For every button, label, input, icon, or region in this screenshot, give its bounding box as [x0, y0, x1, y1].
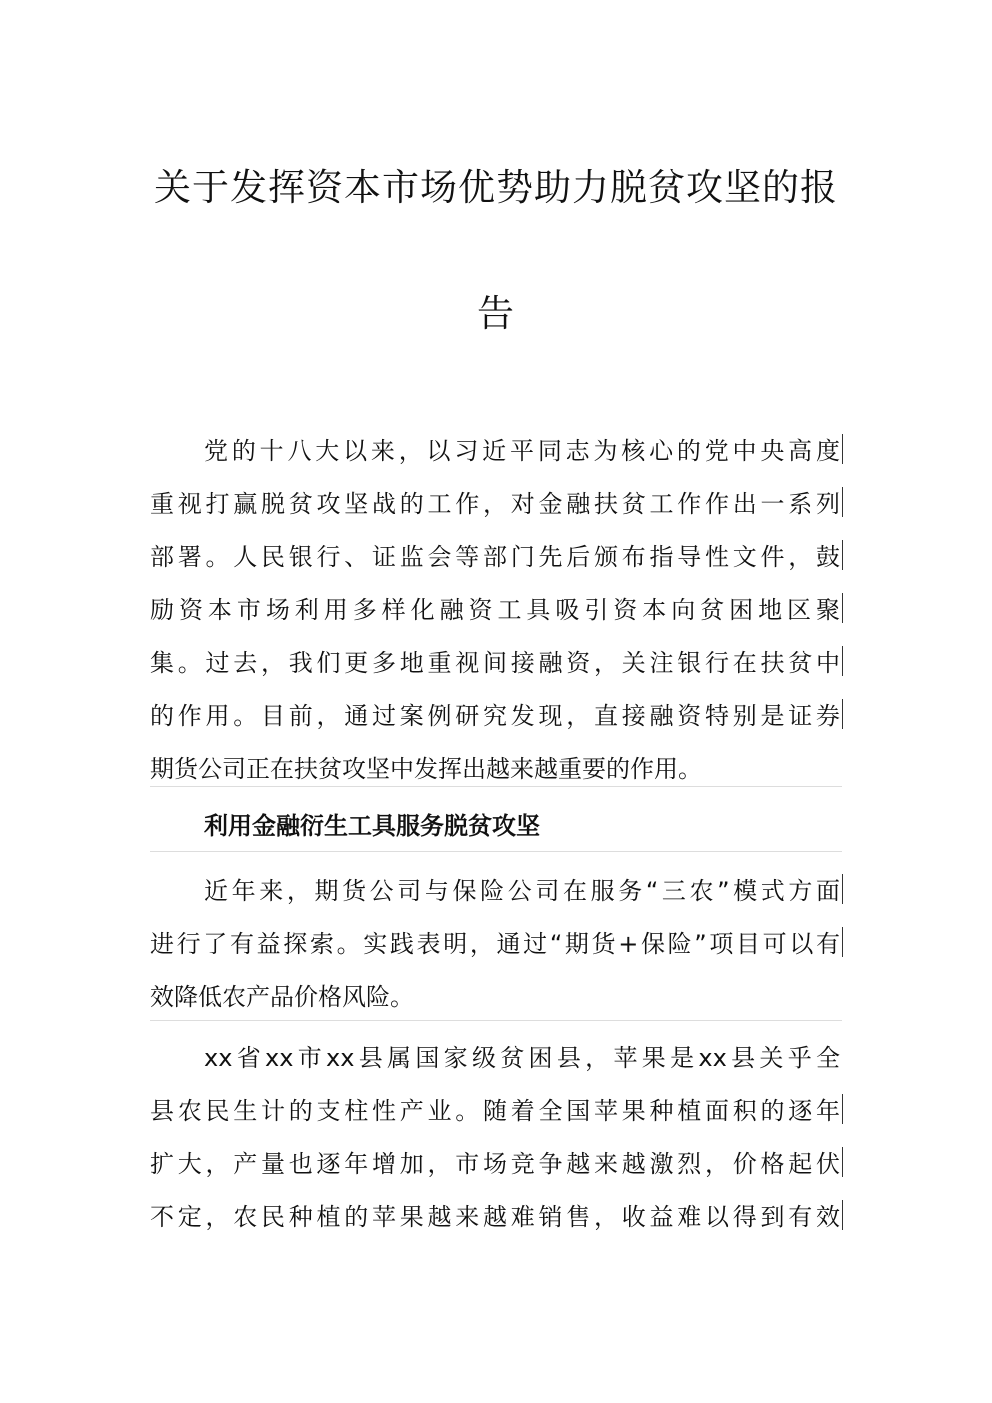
paragraph-1-line-3: 部署。人民银行、证监会等部门先后颁布指导性文件，鼓 [150, 543, 840, 571]
paragraph-2-line-1: 近年来，期货公司与保险公司在服务“三农”模式方面 [204, 877, 840, 905]
divider-line [150, 851, 842, 852]
paragraph-3-line-4: 不定，农民种植的苹果越来越难销售，收益难以得到有效 [150, 1203, 840, 1231]
document-title-line-2: 告 [477, 292, 515, 335]
margin-bar [842, 540, 843, 570]
margin-bar [842, 487, 843, 517]
paragraph-3-line-3: 扩大，产量也逐年增加，市场竞争越来越激烈，价格起伏 [150, 1150, 840, 1178]
paragraph-1-line-4: 励资本市场利用多样化融资工具吸引资本向贫困地区聚 [150, 596, 840, 624]
margin-bar [842, 1147, 843, 1177]
paragraph-1-line-1: 党的十八大以来，以习近平同志为核心的党中央高度 [204, 437, 840, 465]
margin-bar [842, 593, 843, 623]
divider-line [150, 786, 842, 787]
paragraph-2-line-2: 进行了有益探索。实践表明，通过“期货+保险”项目可以有 [150, 930, 840, 958]
margin-bar [842, 1200, 843, 1230]
margin-bar [842, 646, 843, 676]
section-heading: 利用金融衍生工具服务脱贫攻坚 [204, 812, 540, 840]
margin-bar [842, 927, 843, 957]
paragraph-2-line-3: 效降低农产品价格风险。 [150, 983, 414, 1011]
margin-bar [842, 1094, 843, 1124]
margin-bar [842, 434, 843, 464]
paragraph-3-line-1: xx省xx市xx县属国家级贫困县，苹果是xx县关乎全 [204, 1044, 840, 1072]
paragraph-1-line-7: 期货公司正在扶贫攻坚中发挥出越来越重要的作用。 [150, 755, 702, 783]
margin-bar [842, 699, 843, 729]
paragraph-3-line-2: 县农民生计的支柱性产业。随着全国苹果种植面积的逐年 [150, 1097, 840, 1125]
margin-bar [842, 874, 843, 904]
divider-line [150, 1020, 842, 1021]
paragraph-1-line-5: 集。过去，我们更多地重视间接融资，关注银行在扶贫中 [150, 649, 840, 677]
paragraph-1-line-6: 的作用。目前，通过案例研究发现，直接融资特别是证券 [150, 702, 840, 730]
document-title-line-1: 关于发挥资本市场优势助力脱贫攻坚的报 [154, 166, 838, 209]
paragraph-1-line-2: 重视打赢脱贫攻坚战的工作，对金融扶贫工作作出一系列 [150, 490, 840, 518]
